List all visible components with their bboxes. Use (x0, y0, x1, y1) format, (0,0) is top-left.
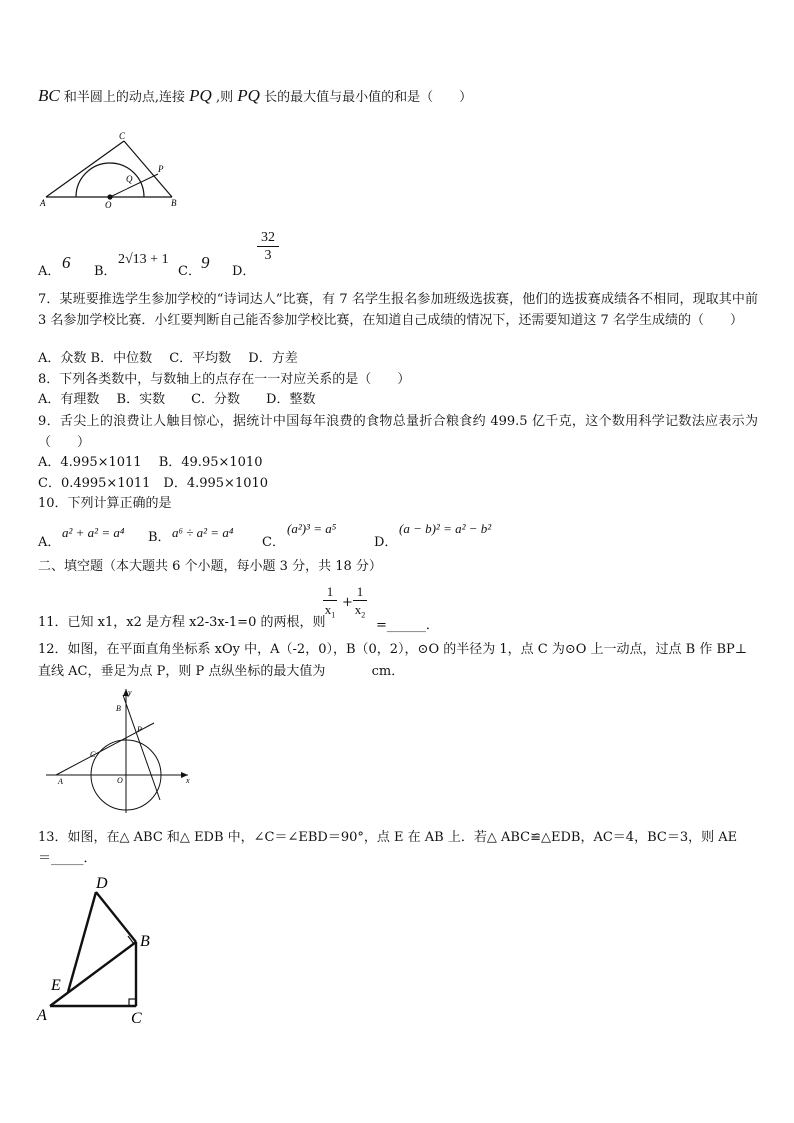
q8-text: 8．下列各类数中，与数轴上的点存在一一对应关系的是（ ） (38, 372, 411, 387)
q6-label-q: Q (126, 174, 133, 184)
q10-option-a-letter: A． (38, 535, 61, 550)
q7-options: A．众数 B．中位数 C．平均数 D．方差 (38, 351, 298, 366)
q6-stem-part2: ,则 (215, 90, 234, 105)
q6-stem-pq2: PQ (237, 86, 260, 105)
q11-frac2-sub: 2 (361, 610, 366, 620)
q12-line2-a: 直线 AC，垂足为点 P，则 P 点纵坐标的最大值为 (38, 664, 326, 679)
q12-label-c: C (90, 750, 96, 759)
q6-stem (38, 87, 758, 107)
q12-label-y: y (128, 688, 132, 697)
q6-option-d-numerator: 32 (261, 230, 275, 245)
q11-text: 11．已知 x1，x2 是方程 x2-3x-1=0 的两根，则 (38, 615, 326, 630)
q10-text: 10．下列计算正确的是 (38, 496, 172, 511)
q12-line2 (38, 663, 758, 681)
q8-options: A．有理数 B．实数 C．分数 D．整数 (38, 392, 316, 407)
q11-frac2 (353, 584, 367, 625)
q13-label-b: B (140, 933, 150, 950)
q13-figure (36, 870, 166, 1030)
q6-option-a-value: 6 (62, 253, 71, 272)
q11-frac1-num: 1 (326, 584, 334, 599)
q13-label-a: A (37, 1007, 47, 1024)
q6-option-a-letter: A． (38, 264, 61, 279)
q6-stem-bc: BC (38, 86, 60, 105)
q6-option-d-fraction (257, 230, 279, 265)
q6-option-d-letter: D． (232, 264, 256, 279)
q12-label-o: O (117, 776, 123, 785)
q6-option-d-denominator: 3 (257, 246, 279, 265)
q13-label-e: E (51, 977, 61, 994)
q6-option-c-value: 9 (201, 253, 210, 272)
q6-option-c-letter: C． (178, 264, 201, 279)
q9-options-row1: A．4.995×1011 B．49.95×1010 (38, 455, 263, 470)
q11-frac1-sub: 1 (331, 610, 336, 620)
q10-option-d-letter: D． (374, 535, 398, 550)
q10-option-c-expr: (a²)³ = a⁵ (287, 521, 337, 536)
q10-option-d-expr: (a − b)² = a² − b² (399, 521, 492, 536)
q13-line2: ＝_____． (38, 851, 97, 866)
q12-label-a: A (58, 777, 63, 786)
q10-option-a-expr: a² + a² = a⁴ (62, 525, 125, 540)
q6-label-a: A (40, 198, 46, 208)
q6-option-b-value: 2√13 + 1 (118, 252, 169, 267)
q6-stem-part1: 和半圆上的动点,连接 (63, 90, 186, 105)
q13-line1: 13．如图，在△ ABC 和△ EDB 中，∠C＝∠EBD＝90°，点 E 在 AB 上．若△ ABC≌△EDB，AC＝4，BC＝3，则 AE (38, 830, 738, 845)
q11-frac1-den: x (324, 602, 332, 617)
q11-frac1 (323, 584, 337, 625)
q12-label-p: P (137, 725, 142, 734)
q6-label-c: C (119, 131, 126, 141)
q10-option-b-letter: B． (148, 530, 171, 545)
q12-label-x: x (186, 776, 190, 785)
q11-plus: + (342, 595, 353, 610)
q6-stem-pq1: PQ (189, 86, 212, 105)
q10-option-b-expr: a⁶ ÷ a² = a⁴ (172, 525, 234, 540)
q6-stem-part3: 长的最大值与最小值的和是（ ） (264, 90, 473, 105)
q6-label-o: O (105, 200, 112, 210)
q6-label-b: B (171, 198, 177, 208)
q13-label-d: D (96, 875, 108, 892)
q11-tail: =______． (376, 618, 439, 633)
q6-option-b-letter: B． (94, 264, 117, 279)
q11-frac2-den: x (354, 602, 362, 617)
section2-title: 二、填空题（本大题共 6 个小题，每小题 3 分，共 18 分） (38, 559, 382, 574)
q9-text: 9．舌尖上的浪费让人触目惊心，据统计中国每年浪费的食物总量折合粮食约 499.5 亿千克，这个数用科学记数法应表示为（ ） (38, 414, 758, 450)
q9-options-row2: C．0.4995×1011 D．4.995×1010 (38, 476, 269, 491)
q10-option-c-letter: C． (262, 535, 285, 550)
q12-line1: 12．如图，在平面直角坐标系 xOy 中，A（-2，0），B（0，2），⊙O 的半径为 1，点 C 为⊙O 上一动点，过点 B 作 BP⊥ (38, 642, 748, 657)
q12-figure (40, 685, 195, 815)
q6-label-p: P (158, 164, 164, 174)
q7-text: 7．某班要推选学生参加学校的“诗词达人”比赛，有 7 名学生报名参加班级选拔赛，他们的选拔赛成绩各不相同，现取其中前 3 名参加学校比赛．小红要判断自己能否参加学校比赛，在知道自己成绩的情况下，还需要知道这 7 名学生成绩的（ ） (38, 292, 758, 328)
q12-label-b: B (116, 704, 121, 713)
q6-figure (40, 128, 190, 210)
q12-line2-b: cm． (371, 664, 405, 679)
q11-frac2-num: 1 (356, 584, 364, 599)
q13-label-c: C (131, 1010, 142, 1027)
